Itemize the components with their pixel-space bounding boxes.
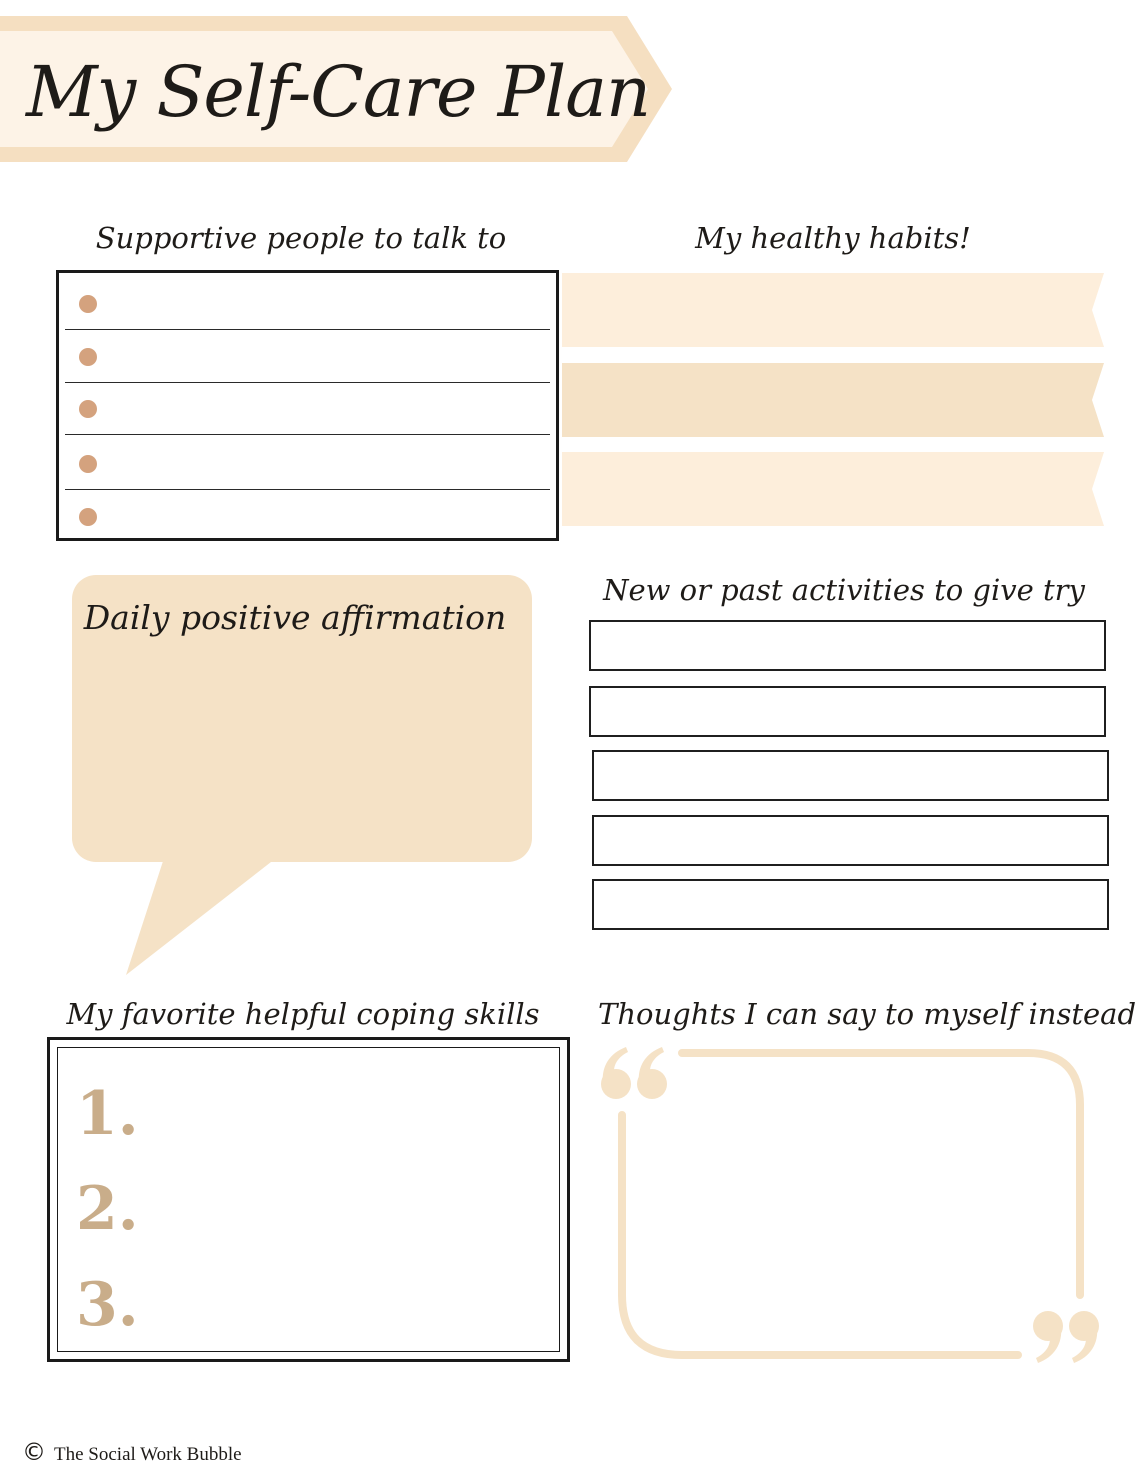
- list-item[interactable]: [65, 381, 550, 435]
- thoughts-quote-frame[interactable]: [598, 1040, 1103, 1368]
- bullet-dot-icon: [79, 508, 97, 526]
- bullet-dot-icon: [79, 455, 97, 473]
- supportive-people-heading: Supportive people to talk to: [95, 221, 507, 255]
- bullet-dot-icon: [79, 348, 97, 366]
- habit-strip[interactable]: [562, 452, 1104, 526]
- copyright-icon: ©: [22, 1438, 46, 1466]
- activity-input-box[interactable]: [592, 750, 1109, 801]
- coping-skills-box[interactable]: [47, 1037, 570, 1362]
- activities-heading: New or past activities to give try: [603, 573, 1085, 607]
- list-number: 2.: [76, 1174, 139, 1244]
- list-item[interactable]: [65, 329, 550, 383]
- list-number: 1.: [76, 1079, 139, 1149]
- open-quote-icon: [601, 1047, 667, 1099]
- healthy-habits-heading: My healthy habits!: [695, 221, 971, 255]
- bullet-dot-icon: [79, 400, 97, 418]
- affirmation-heading: Daily positive affirmation: [83, 598, 507, 637]
- footer-credit: [22, 1437, 242, 1470]
- list-number: 3.: [76, 1270, 139, 1340]
- activity-input-box[interactable]: [592, 879, 1109, 930]
- activity-input-box[interactable]: [592, 815, 1109, 866]
- thoughts-heading: Thoughts I can say to myself instead: [598, 997, 1137, 1031]
- credit-text: The Social Work Bubble: [54, 1444, 242, 1465]
- page-title: My Self-Care Plan: [26, 51, 651, 133]
- habit-strip[interactable]: [562, 273, 1104, 347]
- list-item[interactable]: [65, 436, 550, 490]
- list-item[interactable]: [65, 489, 550, 543]
- list-item[interactable]: [65, 276, 550, 330]
- coping-skills-heading: My favorite helpful coping skills: [66, 997, 540, 1031]
- habit-strip[interactable]: [562, 363, 1104, 437]
- close-quote-icon: [1033, 1311, 1099, 1363]
- bullet-dot-icon: [79, 295, 97, 313]
- activity-input-box[interactable]: [589, 620, 1106, 671]
- supportive-people-list: [56, 270, 559, 541]
- activity-input-box[interactable]: [589, 686, 1106, 737]
